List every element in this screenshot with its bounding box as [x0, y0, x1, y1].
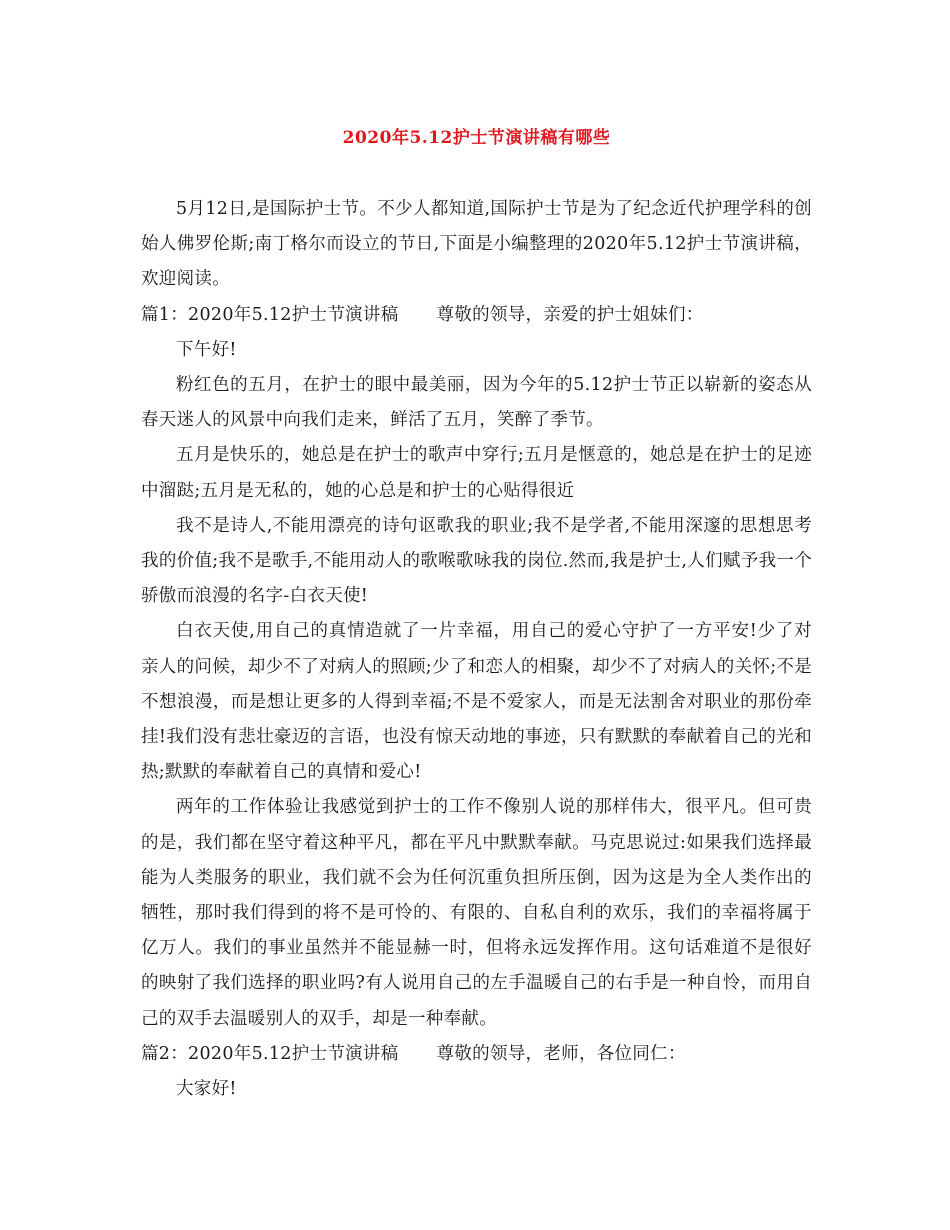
body-paragraph: 白衣天使,用自己的真情造就了一片幸福，用自己的爱心守护了一方平安!少了对亲人的问候，却少不了对病人的照顾;少了和恋人的相聚，却少不了对病人的关怀;不是不想浪漫，而是想让更多的人得到幸福;不是不爱家人，而是无法割舍对职业的那份牵挂!我们没有悲壮豪迈的言语，也没有惊天动地的事迹，只有默默的奉献着自己的光和热;默默的奉献着自己的真情和爱心!: [141, 621, 812, 783]
intro-paragraph: 5月12日,是国际护士节。不少人都知道,国际护士节是为了纪念近代护理学科的创始人佛罗伦斯;南丁格尔而设立的节日,下面是小编整理的2020年5.12护士节演讲稿，欢迎阅读。: [141, 199, 812, 290]
piece1-salutation: 尊敬的领导，亲爱的护士姐妹们：: [436, 304, 704, 325]
piece2-heading: 篇2：2020年5.12护士节演讲稿: [141, 1043, 399, 1064]
body-paragraph: 下午好!: [176, 339, 237, 360]
piece2-salutation: 尊敬的领导，老师，各位同仁：: [436, 1043, 686, 1064]
body-paragraph: 大家好!: [176, 1079, 237, 1100]
body-paragraph: 粉红色的五月，在护士的眼中最美丽，因为今年的5.12护士节正以崭新的姿态从春天迷人的风景中向我们走来，鲜活了五月，笑醉了季节。: [141, 375, 812, 431]
body-paragraph: 我不是诗人,不能用漂亮的诗句讴歌我的职业;我不是学者,不能用深邃的思想思考我的价值;我不是歌手,不能用动人的歌喉歌咏我的岗位.然而,我是护士,人们赋予我一个骄傲而浪漫的名字-白衣天使!: [141, 515, 812, 607]
document-title: 2020年5.12护士节演讲稿有哪些: [342, 128, 611, 148]
piece1-heading: 篇1：2020年5.12护士节演讲稿: [141, 304, 399, 325]
piece1-heading-line: [141, 298, 812, 333]
body-paragraph: 五月是快乐的，她总是在护士的歌声中穿行;五月是惬意的，她总是在护士的足迹中溜跶;五月是无私的，她的心总是和护士的心贴得很近: [141, 445, 812, 501]
piece2-heading-line: [141, 1037, 812, 1072]
body-paragraph: 两年的工作体验让我感觉到护士的工作不像别人说的那样伟大，很平凡。但可贵的是，我们都在坚守着这种平凡，都在平凡中默默奉献。马克思说过:如果我们选择最能为人类服务的职业，我们就不会为任何沉重负担所压倒，因为这是为全人类作出的牺牲，那时我们得到的将不是可怜的、有限的、自私自利的欢乐，我们的幸福将属于亿万人。我们的事业虽然并不能显赫一时，但将永远发挥作用。这句话难道不是很好的映射了我们选择的职业吗?有人说用自己的左手温暖自己的右手是一种自怜，而用自己的双手去温暖别人的双手，却是一种奉献。: [141, 797, 812, 1029]
